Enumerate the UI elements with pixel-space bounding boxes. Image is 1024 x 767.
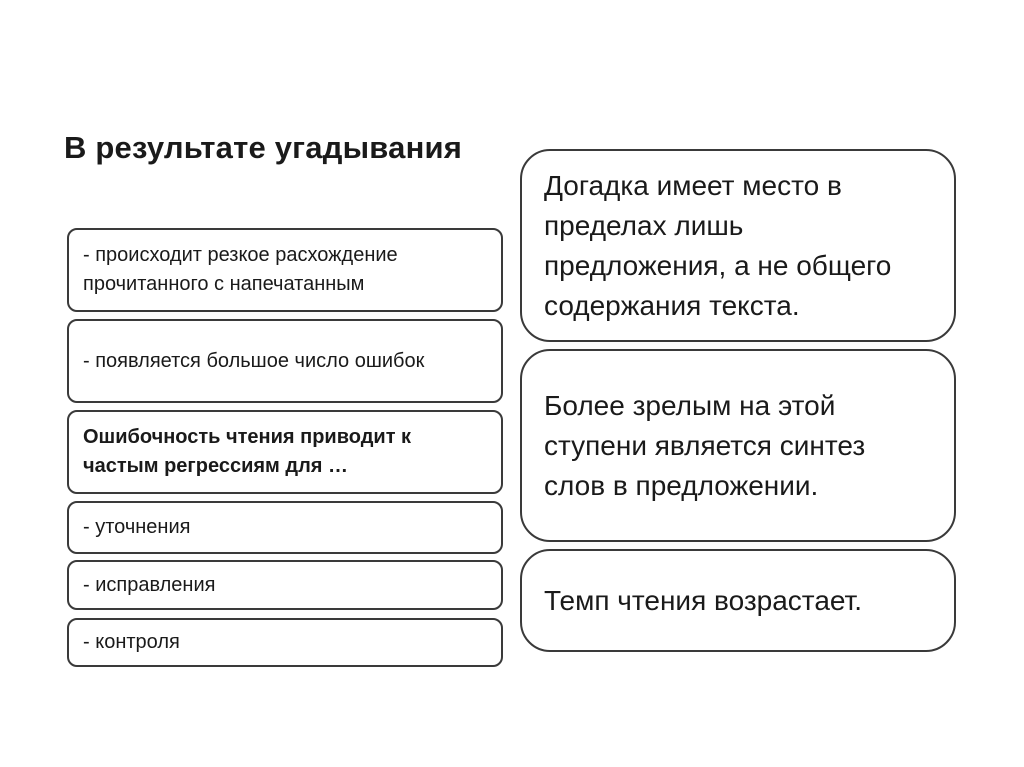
- consequence-box-errors: [67, 319, 503, 403]
- slide-title: В результате угадывания: [64, 130, 463, 165]
- regression-purpose-text: - контроля: [83, 631, 180, 653]
- regression-purpose-box-control: [67, 618, 503, 667]
- consequence-text: - происходит резкое расхождение прочитанного с напечатанным: [83, 244, 398, 295]
- regression-purpose-text: - уточнения: [83, 516, 191, 538]
- note-box-reading-tempo: [520, 549, 956, 652]
- consequence-text: - появляется большое число ошибок: [83, 349, 425, 372]
- consequence-box-divergence: [67, 228, 503, 312]
- regression-purpose-box-clarification: [67, 501, 503, 554]
- regression-purpose-box-correction: [67, 560, 503, 610]
- note-box-word-synthesis: [520, 349, 956, 542]
- note-box-guess-scope: [520, 149, 956, 342]
- note-text: Более зрелым на этой ступени является синтез слов в предложении.: [544, 389, 866, 501]
- consequence-text: Ошибочность чтения приводит к частым регрессиям для …: [83, 426, 412, 477]
- note-text: Темп чтения возрастает.: [544, 584, 863, 616]
- consequence-box-regressions: [67, 410, 503, 494]
- note-text: Догадка имеет место в пределах лишь предложения, а не общего содержания текста.: [544, 169, 892, 321]
- regression-purpose-text: - исправления: [83, 573, 216, 596]
